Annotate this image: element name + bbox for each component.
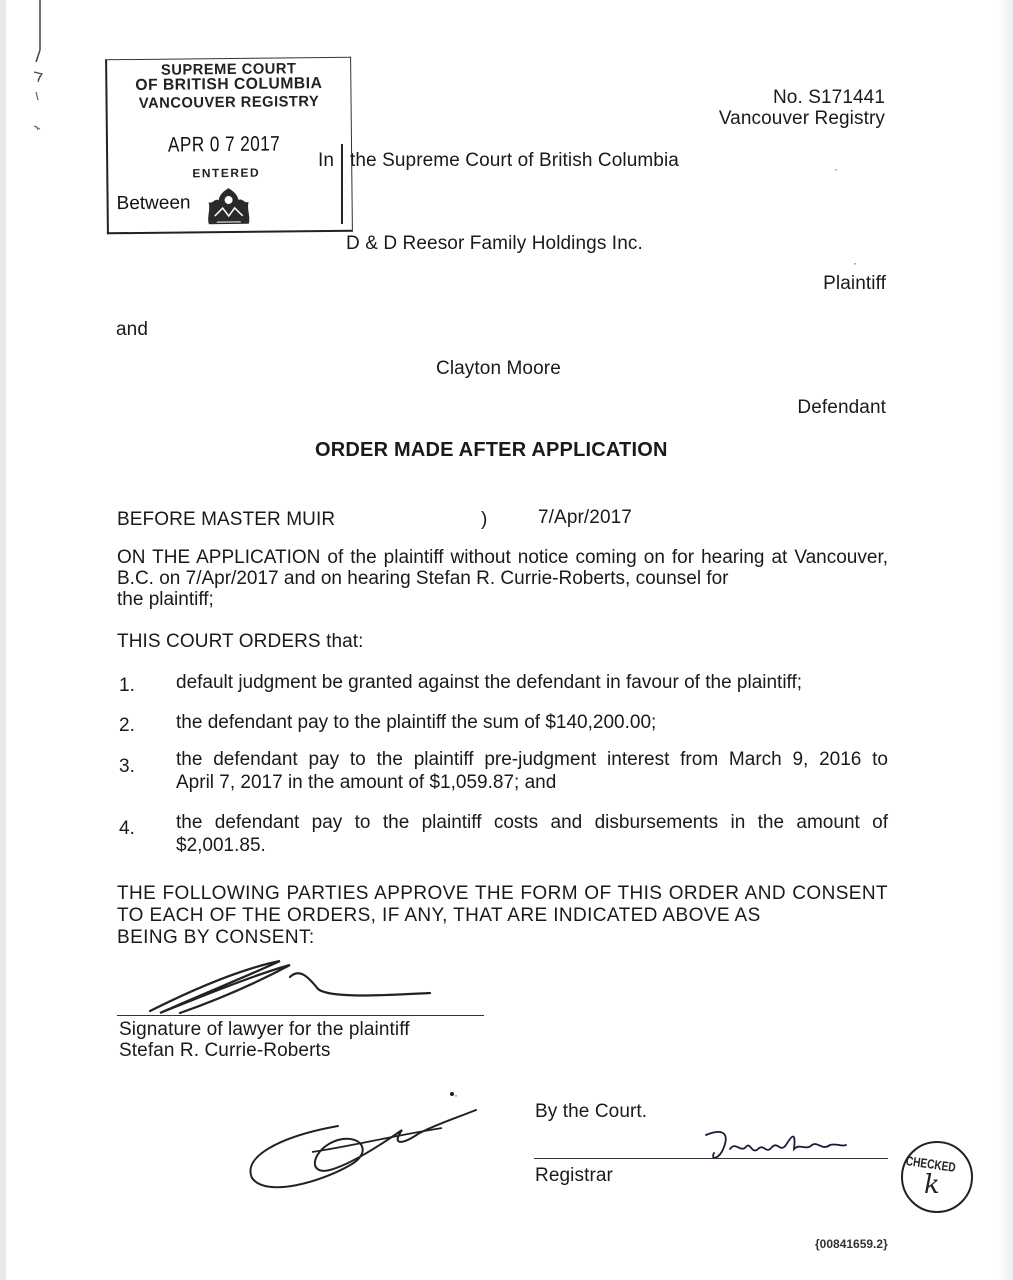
stamp-line-3: VANCOUVER REGISTRY xyxy=(138,93,320,112)
and-label: and xyxy=(116,319,149,340)
orders-intro: THIS COURT ORDERS that: xyxy=(117,631,364,652)
consent-paragraph xyxy=(117,883,888,949)
lawyer-signature xyxy=(130,955,450,1021)
application-paragraph xyxy=(117,547,888,610)
margin-scribble-icon xyxy=(18,0,58,140)
consent-text: THE FOLLOWING PARTIES APPROVE THE FORM OF THIS ORDER AND CONSENT TO EACH OF THE ORDERS, IF ANY, THAT ARE INDICATED ABOVE AS xyxy=(117,883,888,926)
stamp-date: APR 0 7 2017 xyxy=(167,132,281,157)
order-title: ORDER MADE AFTER APPLICATION xyxy=(315,439,668,461)
before-date: 7/Apr/2017 xyxy=(538,507,632,528)
plaintiff-name: D & D Reesor Family Holdings Inc. xyxy=(346,233,643,254)
before-paren: ) xyxy=(481,509,488,530)
registry-stamp xyxy=(105,57,353,235)
application-text: ON THE APPLICATION of the plaintiff without notice coming on for hearing at Vancouver, B.C. on 7/Apr/2017 and on hearing Stefan R. Currie-Roberts, counsel for xyxy=(117,547,888,589)
order-text: the defendant pay to the plaintiff the sum of $140,200.00; xyxy=(176,712,657,733)
registrar-signature-line xyxy=(534,1158,888,1159)
order-text-continued: $2,001.85. xyxy=(176,835,266,856)
order-text: the defendant pay to the plaintiff costs and disbursements in the amount of xyxy=(176,812,888,833)
case-number: No. S171441 xyxy=(772,87,885,108)
scan-left-edge xyxy=(0,0,6,1280)
registrar-signature xyxy=(700,1125,850,1167)
lawyer-name: Stefan R. Currie-Roberts xyxy=(119,1040,331,1061)
registrar-label: Registrar xyxy=(535,1165,613,1186)
consent-last-line: BEING BY CONSENT: xyxy=(117,927,315,948)
scan-right-edge xyxy=(999,0,1013,1280)
between-label: Between xyxy=(116,192,191,215)
order-text: the defendant pay to the plaintiff pre-judgment interest from March 9, 2016 to xyxy=(176,749,888,770)
order-number: 2. xyxy=(119,715,135,736)
application-last-line: the plaintiff; xyxy=(117,589,214,610)
plaintiff-label: Plaintiff xyxy=(823,273,886,294)
defendant-label: Defendant xyxy=(797,397,886,418)
stamp-border-line xyxy=(341,144,343,224)
order-text: default judgment be granted against the defendant in favour of the plaintiff; xyxy=(176,672,803,693)
scan-speck: · xyxy=(454,1088,458,1102)
master-signature xyxy=(242,1086,492,1202)
lawyer-signature-caption: Signature of lawyer for the plaintiff xyxy=(119,1019,410,1040)
stamp-line-1: SUPREME COURT xyxy=(160,60,297,79)
by-the-court: By the Court. xyxy=(535,1101,648,1122)
lawyer-signature-line xyxy=(117,1015,484,1016)
registry-name: Vancouver Registry xyxy=(718,108,885,129)
scan-speck: · xyxy=(834,162,838,176)
checked-stamp-label: CHECKED xyxy=(904,1153,957,1175)
defendant-name: Clayton Moore xyxy=(436,358,561,379)
court-crest-icon xyxy=(202,186,254,227)
checked-stamp-initial: k xyxy=(924,1170,940,1200)
scan-speck: · xyxy=(853,256,857,270)
order-text-continued: April 7, 2017 in the amount of $1,059.87; and xyxy=(176,772,557,793)
stamp-entered: ENTERED xyxy=(192,165,261,181)
checked-stamp xyxy=(898,1138,976,1216)
court-prefix: In xyxy=(318,150,335,171)
document-id: {00841659.2} xyxy=(815,1237,888,1251)
order-number: 3. xyxy=(119,756,135,777)
before-master: BEFORE MASTER MUIR xyxy=(117,509,336,530)
stamp-line-2: OF BRITISH COLUMBIA xyxy=(135,75,323,94)
order-number: 1. xyxy=(119,675,135,696)
court-name: the Supreme Court of British Columbia xyxy=(350,150,679,171)
order-number: 4. xyxy=(119,818,135,839)
